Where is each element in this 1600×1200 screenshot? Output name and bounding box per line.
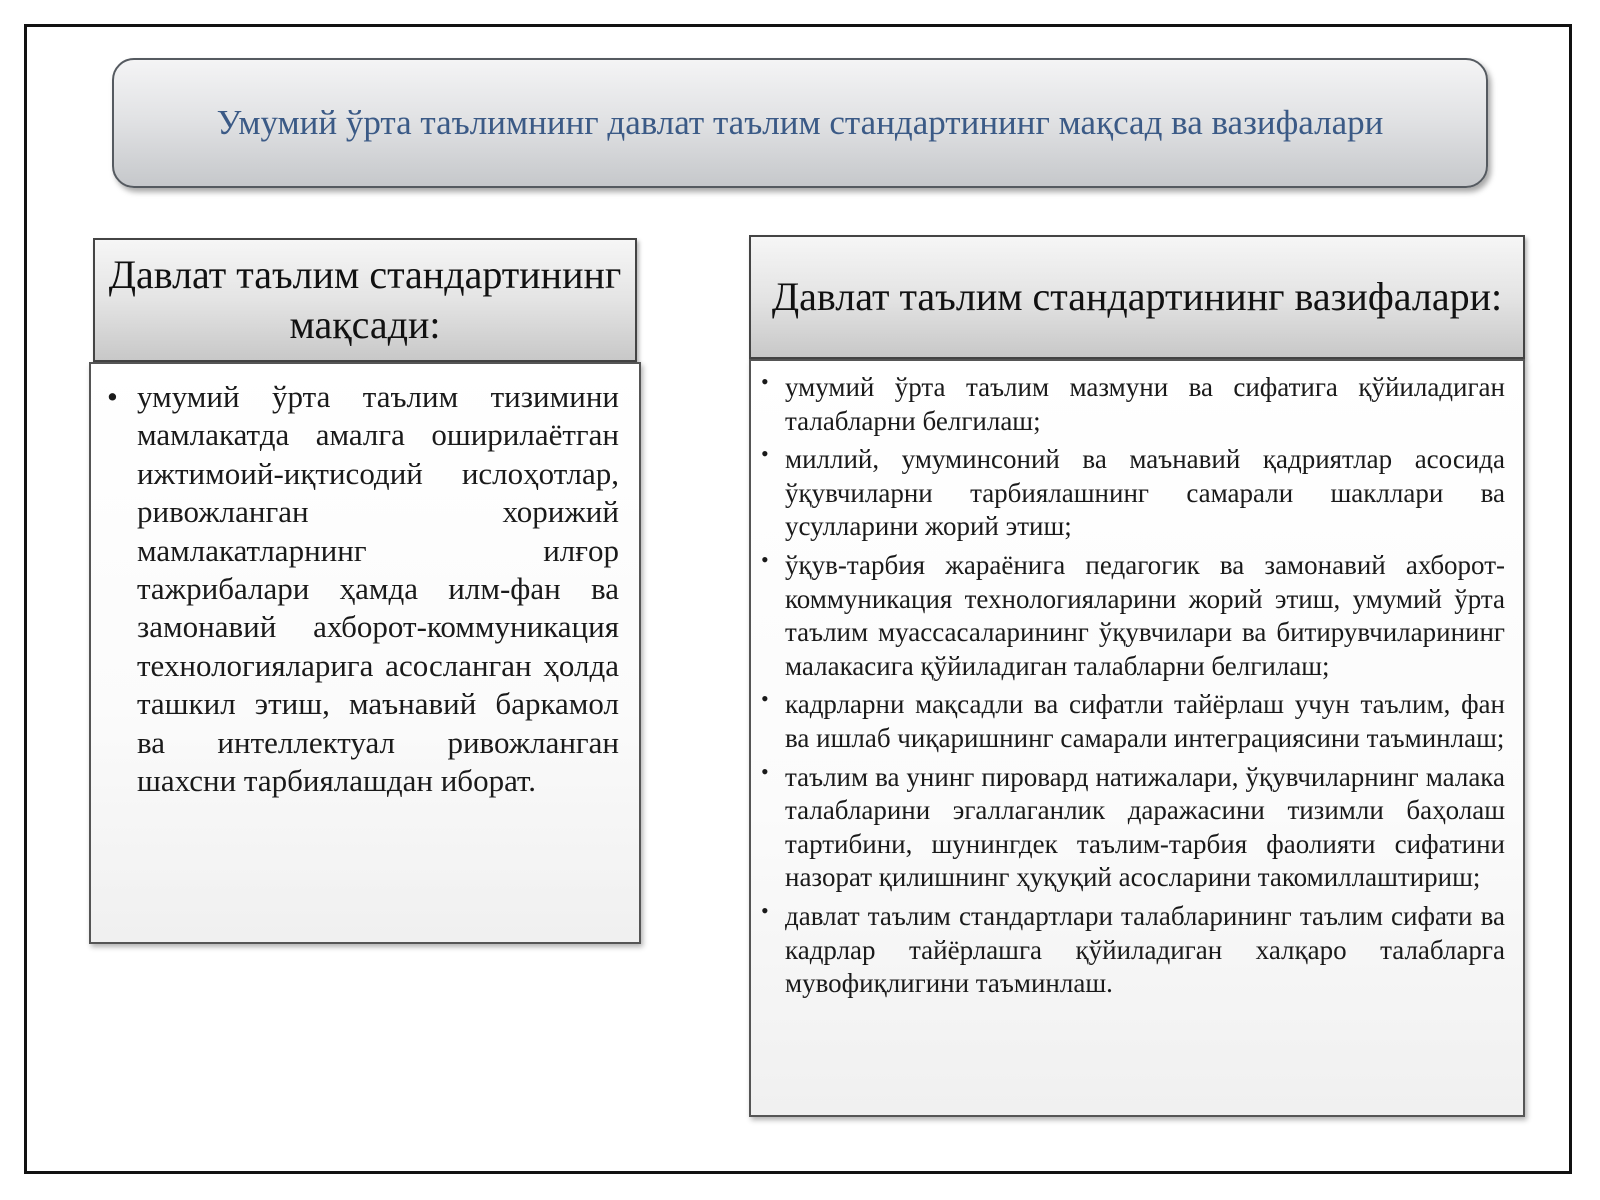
page-title: Умумий ўрта таълимнинг давлат таълим стандартининг мақсад ва вазифалари <box>216 103 1384 142</box>
tasks-list-item <box>761 758 1505 895</box>
tasks-list-item <box>761 443 1505 544</box>
bullet-icon: • <box>761 758 769 784</box>
goal-list <box>107 378 619 800</box>
title-banner <box>112 58 1488 188</box>
goal-list-item-text: умумий ўрта таълим тизимини мамлакатда амалга оширилаётган ижтимоий-иқтисодий ислоҳотлар, ривожланган хорижий мамлакатларнинг илғор тажрибалари ҳамда илм-фан ва замонавий ахборот-коммуникация технологияларига асосланган ҳолда ташкил этиш, маънавий баркамол ва интеллектуал ривожланган шахсни тарбиялашдан иборат. <box>137 379 619 799</box>
bullet-icon: • <box>761 441 769 467</box>
tasks-list-item-text: миллий, умуминсоний ва маънавий қадриятлар асосида ўқувчиларни тарбиялашнинг самарали шакллари ва усулларини жорий этиш; <box>785 444 1505 542</box>
tasks-list-item <box>761 371 1505 438</box>
bullet-icon: • <box>761 546 769 572</box>
tasks-header-box <box>749 235 1525 359</box>
bullet-icon: • <box>761 686 769 712</box>
tasks-list-item-text: кадрларни мақсадли ва сифатли тайёрлаш учун таълим, фан ва ишлаб чиқаришнинг самарали интеграциясини таъминлаш; <box>785 689 1505 753</box>
goal-header-box <box>93 238 637 362</box>
goal-header: Давлат таълим стандартининг мақсади: <box>108 252 622 347</box>
tasks-list-item <box>761 688 1505 755</box>
tasks-list-item-text: таълим ва унинг пировард натижалари, ўқувчиларнинг малака талабларини эгаллаганлик даражасини тизимли баҳолаш тартибини, шунингдек таълим-тарбия фаолияти сифатини назорат қилишнинг ҳуқуқий асосларини такомиллаштириш; <box>785 761 1505 893</box>
tasks-header: Давлат таълим стандартининг вазифалари: <box>771 274 1503 319</box>
bullet-icon: • <box>107 379 118 414</box>
tasks-list-item <box>761 546 1505 683</box>
bullet-icon: • <box>761 897 769 923</box>
goal-content-box <box>89 362 641 944</box>
tasks-content-box <box>749 359 1525 1117</box>
tasks-list-item-text: ўқув-тарбия жараёнига педагогик ва замонавий ахборот-коммуникация технологияларини жорий этиш, умумий ўрта таълим муассасаларининг ўқувчилари ва битирувчиларининг малакасига қўйиладиган талабларни белгилаш; <box>785 549 1505 681</box>
tasks-list-item-text: давлат таълим стандартлари талабларининг таълим сифати ва кадрлар тайёрлашга қўйиладиган халқаро талабларга мувофиқлигини таъминлаш. <box>785 900 1505 999</box>
tasks-list <box>761 371 1505 1001</box>
bullet-icon: • <box>761 369 769 394</box>
tasks-list-item <box>761 897 1505 1001</box>
tasks-list-item-text: умумий ўрта таълим мазмуни ва сифатига қўйиладиган талабларни белгилаш; <box>785 372 1505 436</box>
goal-list-item <box>107 378 619 800</box>
